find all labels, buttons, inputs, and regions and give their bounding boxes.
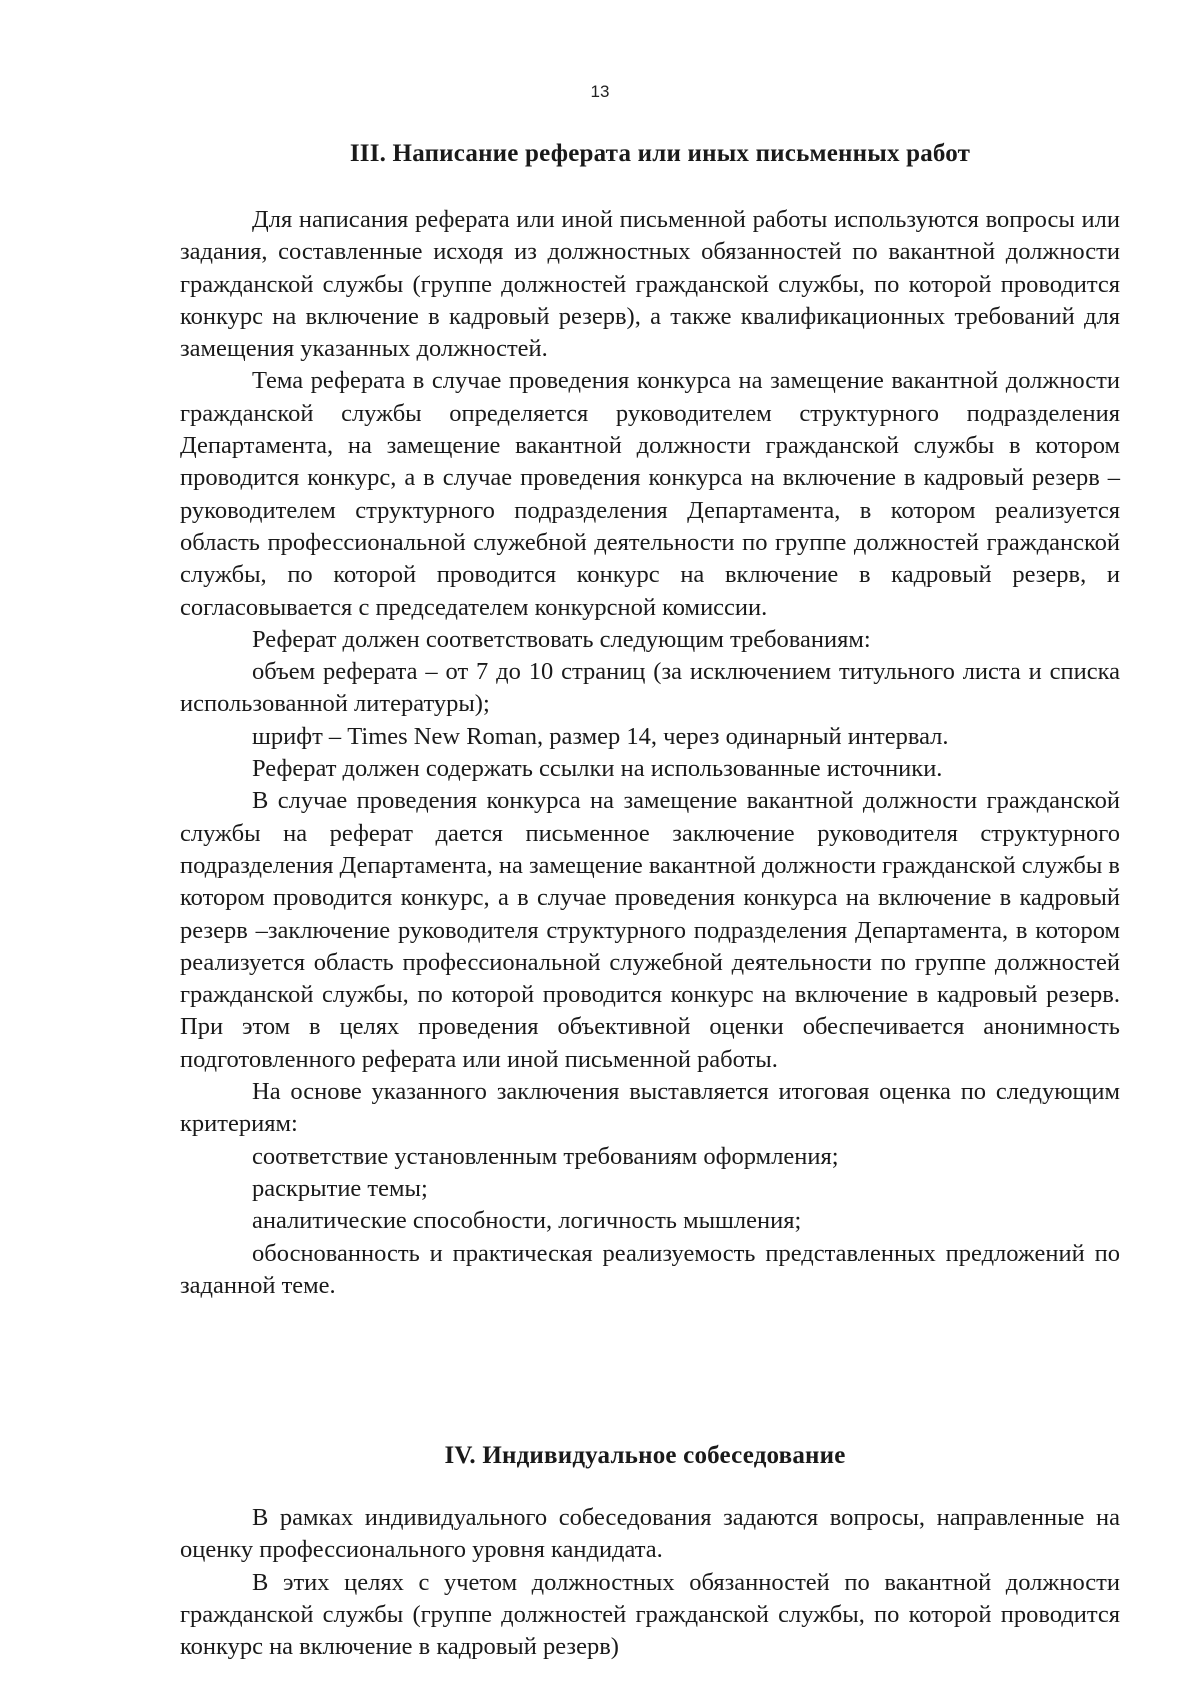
s3-criterion-4: обоснованность и практическая реализуемость представленных предложений по заданной теме. — [180, 1239, 1120, 1299]
s3-paragraph-5: шрифт – Times New Roman, размер 14, через одинарный интервал. — [252, 722, 949, 750]
s4-paragraph-2: В этих целях с учетом должностных обязанностей по вакантной должности гражданской службы (группе должностей гражданской службы, по которой проводится конкурс на включение в кадровый резерв) — [180, 1568, 1120, 1661]
s3-paragraph-3: Реферат должен соответствовать следующим требованиям: — [252, 625, 871, 653]
s3-criterion-3: аналитические способности, логичность мышления; — [252, 1207, 802, 1235]
section-4-title: IV. Индивидуальное собеседование — [444, 1442, 846, 1469]
s3-paragraph-7: В случае проведения конкурса на замещение вакантной должности гражданской службы на реферат дается письменное заключение руководителя структурного подразделения Департамента, на замещение вакантной должности гражданской службы в котором проводится конкурс, а в случае проведения конкурса на включение в кадровый резерв –заключение руководителя структурного подразделения Департамента, в котором реализуется область профессиональной служебной деятельности по группе должностей гражданской службы, по которой проводится конкурс на включение в кадровый резерв. При этом в целях проведения объективной оценки обеспечивается анонимность подготовленного реферата или иной письменной работы. — [180, 787, 1120, 1073]
s3-paragraph-2: Тема реферата в случае проведения конкурса на замещение вакантной должности гражданской службы определяется руководителем структурного подразделения Департамента, на замещение вакантной должности гражданской службы в котором проводится конкурс, а в случае проведения конкурса на включение в кадровый резерв – руководителем структурного подразделения Департамента, в котором реализуется область профессиональной служебной деятельности по группе должностей гражданской службы, по которой проводится конкурс на включение в кадровый резерв, и согласовывается с председателем конкурсной комиссии. — [180, 367, 1120, 621]
section-3-title: III. Написание реферата или иных письменных работ — [349, 140, 971, 167]
s3-criterion-2: раскрытие темы; — [252, 1174, 428, 1202]
section-4-body — [180, 1502, 1120, 1663]
s3-paragraph-1: Для написания реферата или иной письменной работы используются вопросы или задания, составленные исходя из должностных обязанностей по вакантной должности гражданской службы (группе должностей гражданской службы, по которой проводится конкурс на включение в кадровый резерв), а также квалификационных требований для замещения указанных должностей. — [180, 206, 1120, 363]
page-number: 13 — [590, 82, 610, 101]
s3-paragraph-6: Реферат должен содержать ссылки на использованные источники. — [252, 755, 943, 783]
s3-criterion-1: соответствие установленным требованиям оформления; — [252, 1142, 839, 1170]
s3-paragraph-4: объем реферата – от 7 до 10 страниц (за исключением титульного листа и списка использованной литературы); — [180, 658, 1120, 718]
s4-paragraph-1: В рамках индивидуального собеседования задаются вопросы, направленные на оценку профессионального уровня кандидата. — [180, 1504, 1120, 1564]
section-3-body — [180, 204, 1120, 1302]
s3-paragraph-8: На основе указанного заключения выставляется итоговая оценка по следующим критериям: — [180, 1078, 1120, 1138]
